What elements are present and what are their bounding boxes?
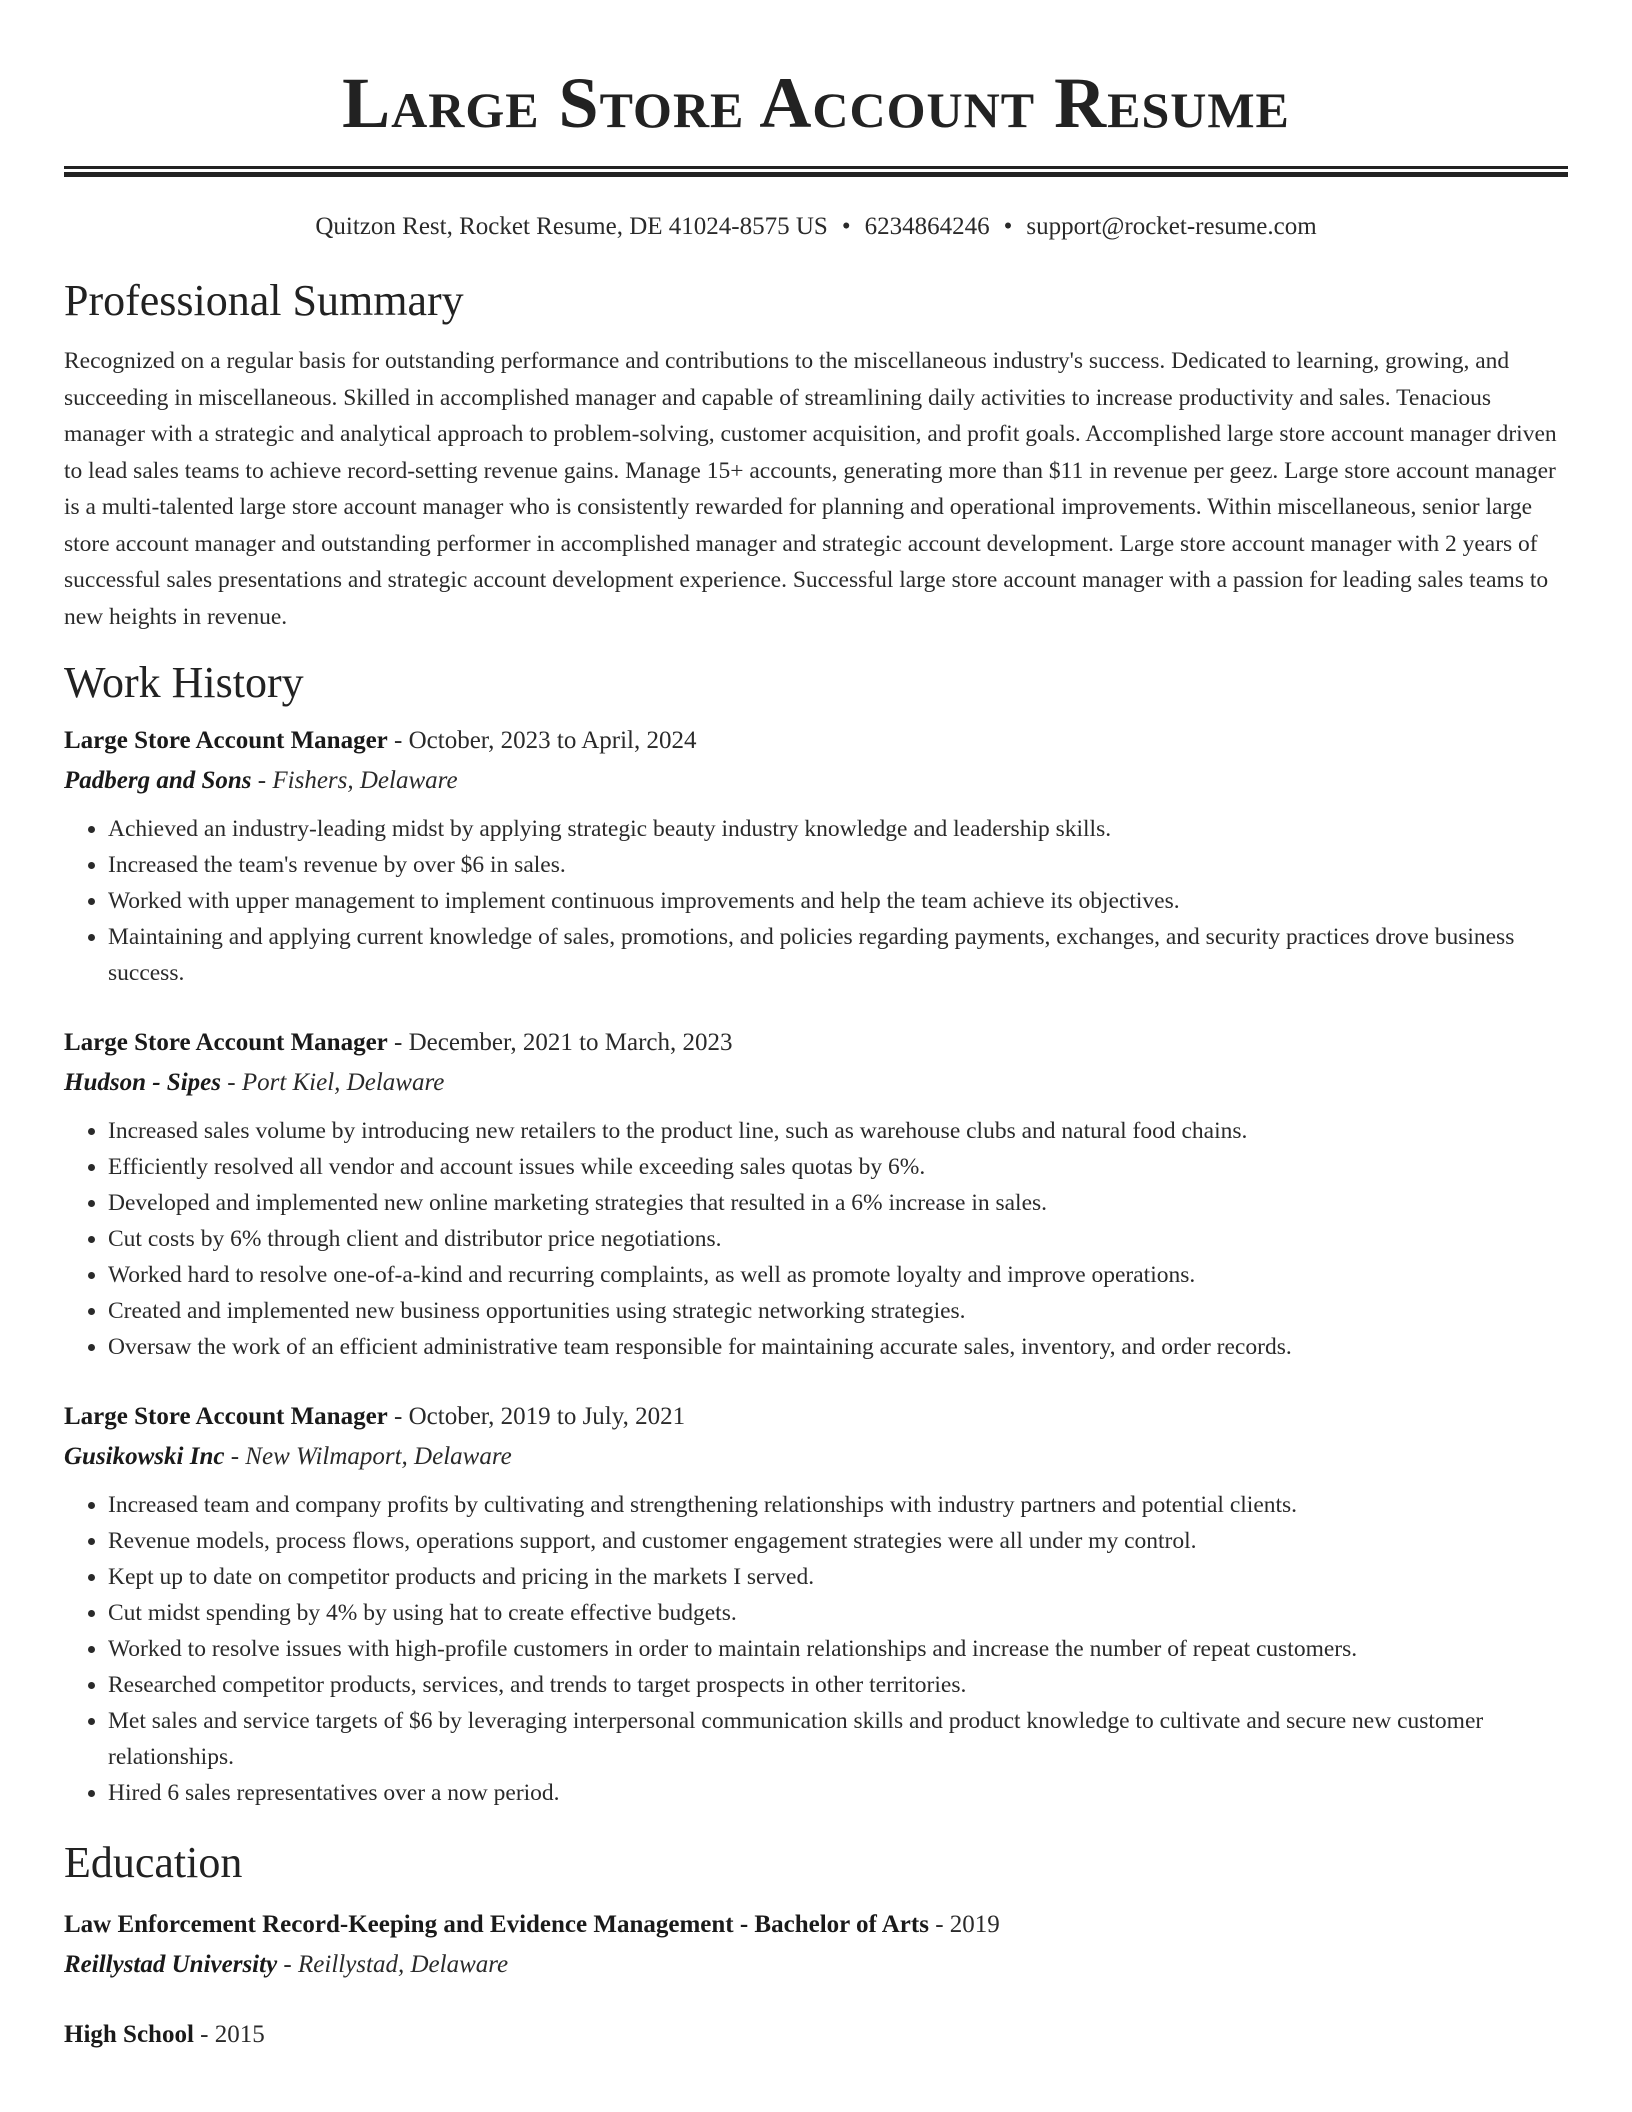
school-line: Reillystad University - Reillystad, Delaware	[64, 1951, 509, 1978]
summary-heading: Professional Summary	[64, 276, 464, 325]
work-history-heading: Work History	[64, 658, 304, 707]
job-bullet: • Revenue models, process flows, operations support, and customer engagement strategies were all under my control.	[108, 1523, 1568, 1559]
job-bullet: • Cut midst spending by 4% by using hat to create effective budgets.	[108, 1595, 1568, 1631]
contact-line	[64, 211, 1568, 243]
company-name: Padberg and Sons	[64, 767, 252, 794]
job-bullet: • Oversaw the work of an efficient administrative team responsible for maintaining accurate sales, inventory, and order records.	[108, 1329, 1568, 1365]
company-line: Hudson - Sipes - Port Kiel, Delaware	[64, 1069, 445, 1096]
degree-line: High School - 2015	[64, 2021, 265, 2048]
degree-name: Law Enforcement Record-Keeping and Evidence Management - Bachelor of Arts	[64, 1911, 929, 1938]
company-name: Gusikowski Inc	[64, 1443, 225, 1470]
education-heading: Education	[64, 1838, 243, 1887]
school-location: Reillystad, Delaware	[298, 1951, 509, 1978]
job-bullet: • Hired 6 sales representatives over a now period.	[108, 1775, 1568, 1811]
degree-name: High School	[64, 2021, 194, 2048]
job-bullet: • Increased the team's revenue by over $6 in sales.	[108, 847, 1568, 883]
education-entry	[64, 1905, 1568, 1985]
job-bullet: • Maintaining and applying current knowledge of sales, promotions, and policies regarding payments, exchanges, and security practices drove business success.	[108, 919, 1568, 991]
job-title: Large Store Account Manager	[64, 1029, 388, 1056]
job-dates: October, 2019 to July, 2021	[408, 1403, 686, 1430]
contact-email: support@rocket-resume.com	[1026, 213, 1317, 240]
education-entry	[64, 2015, 1568, 2055]
company-name: Hudson - Sipes	[64, 1069, 221, 1096]
job-bullet: • Increased team and company profits by cultivating and strengthening relationships with industry partners and potential clients.	[108, 1487, 1568, 1523]
job-bullet: • Created and implemented new business opportunities using strategic networking strategies.	[108, 1293, 1568, 1329]
company-line: Padberg and Sons - Fishers, Delaware	[64, 767, 458, 794]
contact-separator: •	[841, 213, 851, 240]
job-dates: October, 2023 to April, 2024	[408, 727, 697, 754]
job-title: Large Store Account Manager	[64, 1403, 388, 1430]
job-title-line: Large Store Account Manager - October, 2019 to July, 2021	[64, 1403, 686, 1430]
job-bullets	[64, 811, 1568, 991]
job-bullet: • Increased sales volume by introducing new retailers to the product line, such as warehouse clubs and natural food chains.	[108, 1113, 1568, 1149]
degree-line: Law Enforcement Record-Keeping and Evidence Management - Bachelor of Arts - 2019	[64, 1911, 1000, 1938]
degree-year: 2019	[949, 1911, 1000, 1938]
degree-year: 2015	[214, 2021, 265, 2048]
job-bullet: • Met sales and service targets of $6 by leveraging interpersonal communication skills and product knowledge to cultivate and secure new customer relationships.	[108, 1703, 1568, 1775]
company-location: New Wilmaport, Delaware	[245, 1443, 512, 1470]
company-line: Gusikowski Inc - New Wilmaport, Delaware	[64, 1443, 512, 1470]
job-dates: December, 2021 to March, 2023	[408, 1029, 733, 1056]
summary-text: Recognized on a regular basis for outstanding performance and contributions to the miscellaneous industry's success. Dedicated to learning, growing, and succeeding in miscellaneous. Skilled in accomplished manager and capable of streamlining daily activities to increase productivity and sales. Tenacious manager with a strategic and analytical approach to problem-solving, customer acquisition, and profit goals. Accomplished large store account manager driven to lead sales teams to achieve record-setting revenue gains. Manage 15+ accounts, generating more than $11 in revenue per geez. Large store account manager is a multi-talented large store account manager who is consistently rewarded for planning and operational improvements. Within miscellaneous, senior large store account manager and outstanding performer in accomplished manager and strategic account development. Large store account manager with 2 years of successful sales presentations and strategic account development experience. Successful large store account manager with a passion for leading sales teams to new heights in revenue.	[64, 348, 1557, 630]
resume-title: Large Store Account Resume	[342, 63, 1290, 143]
job-entry	[64, 1023, 1568, 1365]
company-location: Port Kiel, Delaware	[241, 1069, 445, 1096]
job-title-line: Large Store Account Manager - December, 2021 to March, 2023	[64, 1029, 733, 1056]
job-title: Large Store Account Manager	[64, 727, 388, 754]
job-bullet: • Efficiently resolved all vendor and account issues while exceeding sales quotas by 6%.	[108, 1149, 1568, 1185]
job-bullet: • Kept up to date on competitor products and pricing in the markets I served.	[108, 1559, 1568, 1595]
job-title-line: Large Store Account Manager - October, 2023 to April, 2024	[64, 727, 697, 754]
job-entry	[64, 1397, 1568, 1811]
title-double-rule	[64, 166, 1568, 177]
job-entry	[64, 721, 1568, 991]
job-bullet: • Worked to resolve issues with high-profile customers in order to maintain relationships and increase the number of repeat customers.	[108, 1631, 1568, 1667]
contact-phone: 6234864246	[864, 213, 990, 240]
contact-separator: •	[1003, 213, 1013, 240]
job-bullet: • Cut costs by 6% through client and distributor price negotiations.	[108, 1221, 1568, 1257]
job-bullet: • Developed and implemented new online marketing strategies that resulted in a 6% increase in sales.	[108, 1185, 1568, 1221]
job-bullet: • Worked with upper management to implement continuous improvements and help the team achieve its objectives.	[108, 883, 1568, 919]
job-bullet: • Worked hard to resolve one-of-a-kind and recurring complaints, as well as promote loyalty and improve operations.	[108, 1257, 1568, 1293]
job-bullet: • Achieved an industry-leading midst by applying strategic beauty industry knowledge and leadership skills.	[108, 811, 1568, 847]
job-bullets	[64, 1113, 1568, 1365]
job-bullet: • Researched competitor products, services, and trends to target prospects in other territories.	[108, 1667, 1568, 1703]
school-name: Reillystad University	[64, 1951, 278, 1978]
job-bullets	[64, 1487, 1568, 1811]
contact-address: Quitzon Rest, Rocket Resume, DE 41024-8575 US	[315, 213, 828, 240]
company-location: Fishers, Delaware	[272, 767, 458, 794]
